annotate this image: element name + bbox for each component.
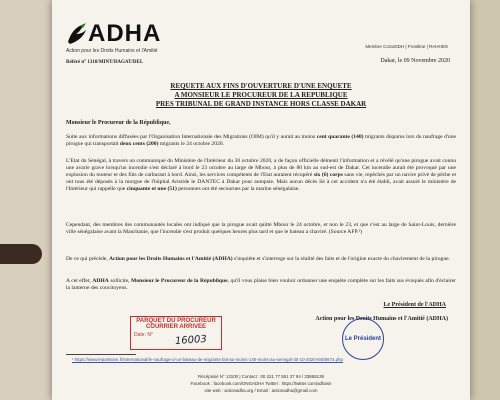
footnote-link[interactable]: ¹ https://www.lepartisien.fr/international/le-naufrage-d-un-bateau-de-migrants-fait-au-moins-140-morts-au-senegal-30-10-2020-8405674.php <box>72 357 343 362</box>
footer-line-1: Récépissé N° 13100 | Contact : 00 221 77 551 37 94 / 33855139 <box>198 374 324 379</box>
stamp-line-1: PARQUET DU PROCUREUR <box>136 318 216 324</box>
heading-request: REQUETE AUX FINS D'OUVERTURE D'UNE ENQUETE <box>170 82 352 90</box>
signature-org: Action pour les Droits Humains et l'Amitié (ADHA) <box>315 316 448 322</box>
thumb <box>0 244 42 264</box>
signature-title: Le Président de l'ADHA <box>383 302 446 308</box>
dateline: Dakar, le 09 Novembre 2020 <box>380 58 450 64</box>
heading-addressee: A MONSIEUR LE PROCUREUR DE LA REPUBLIQUE <box>174 91 348 99</box>
paragraph-1: Suite aux informations diffusées par l'Organisation Internationale des Migrations (OIM) qu'il y aurait au moins cent quarante (140) migrants disparus lors du naufrage d'une pirogue qui transportait deux cents (200) migrants le 24 octobre 2020. <box>66 134 456 148</box>
stamp-line-3: Date: N° <box>134 332 153 338</box>
logo-tagline: Action pour les Droits Humains et l'Amitié <box>66 48 158 54</box>
paragraph-4: De ce qui précède, Action pour les Droits Humains et l'Amitié (ADHA) s'inquiète et s'interroge sur la réalité des faits et de l'origine exacte du chavirement de la pirogue. <box>66 256 451 262</box>
received-stamp <box>130 316 222 350</box>
stamp-line-2: COURRIER ARRIVEE <box>145 324 207 330</box>
background-left <box>0 0 52 400</box>
reference-number: Référé n° 1310/MINT/DAGAT/DEL <box>66 60 144 65</box>
footer-line-3: site web : actionadha.org / Email : actionadha@gmail.com <box>204 388 318 393</box>
president-seal: Le Président <box>342 318 384 360</box>
footnote-divider <box>66 354 136 355</box>
footer-line-2: Facebook : facebook.com/ONGADHA Twitter : https://twitter.com/adhasn <box>190 381 332 386</box>
paragraph-2: L'Etat du Sénégal, à travers un communiqué du Ministère de l'Intérieur du 30 octobre 2020, a de façon officielle démenti l'information et a révélé qu'une pirogue avait connu une avarie grave lorsqu'un incendie s'est déclaré à bord le 23 octobre au large de Mbour, à plus de 80 km au sud-est de Dakar. Cet incendie aurait été provoqué par une explosion du moteur et des fûts de carburant à bord. Ainsi, les services compétents de l'Etat auraient récupéré six (6) corps sans vie, repêchés par un navire privé de pêche et ont tous été déposés à la morgue de l'hôpital Aristide le DANTEC à Dakar pour autopsie. Mais aucun décès lié à cet accident n'a été établi, avait assuré le ministère de l'Intérieur qui rappelle que cinquante et une (51) personnes ont été secourues par la marine sénégalaise. <box>66 158 456 193</box>
paragraph-3: Cependant, des membres des communautés locales ont indiqué que la pirogue avait quitté Mbour le 24 octobre, et non le 23, et que c'est au large de Saint-Louis, dernière ville sénégalaise avant la Mauritanie, que l'incendie s'est produit quelques heures plus tard et que le bateau a chaviré. (Source AFP.¹) <box>66 222 456 236</box>
letter-sheet <box>52 0 470 400</box>
background-right <box>470 0 500 400</box>
salutation: Monsieur le Procureur de la République, <box>66 120 171 126</box>
membership-note: Membre CoSoDDH | Frontline | RAHHDS <box>365 44 448 49</box>
heading-court: PRES TRIBUNAL DE GRAND INSTANCE HORS CLASSE DAKAR <box>155 100 367 108</box>
dove-icon <box>66 22 88 46</box>
logo-text: ADHA <box>88 20 162 47</box>
stamp-number: 16003 <box>174 333 208 348</box>
paragraph-5: A cet effet, ADHA sollicite, Monsieur le Procureur de la République, qu'il vous plaise bien vouloir ordonner une enquête complète sur les faits sus évoqués afin d'éclairer la lanterne des concitoyens. <box>66 278 456 292</box>
